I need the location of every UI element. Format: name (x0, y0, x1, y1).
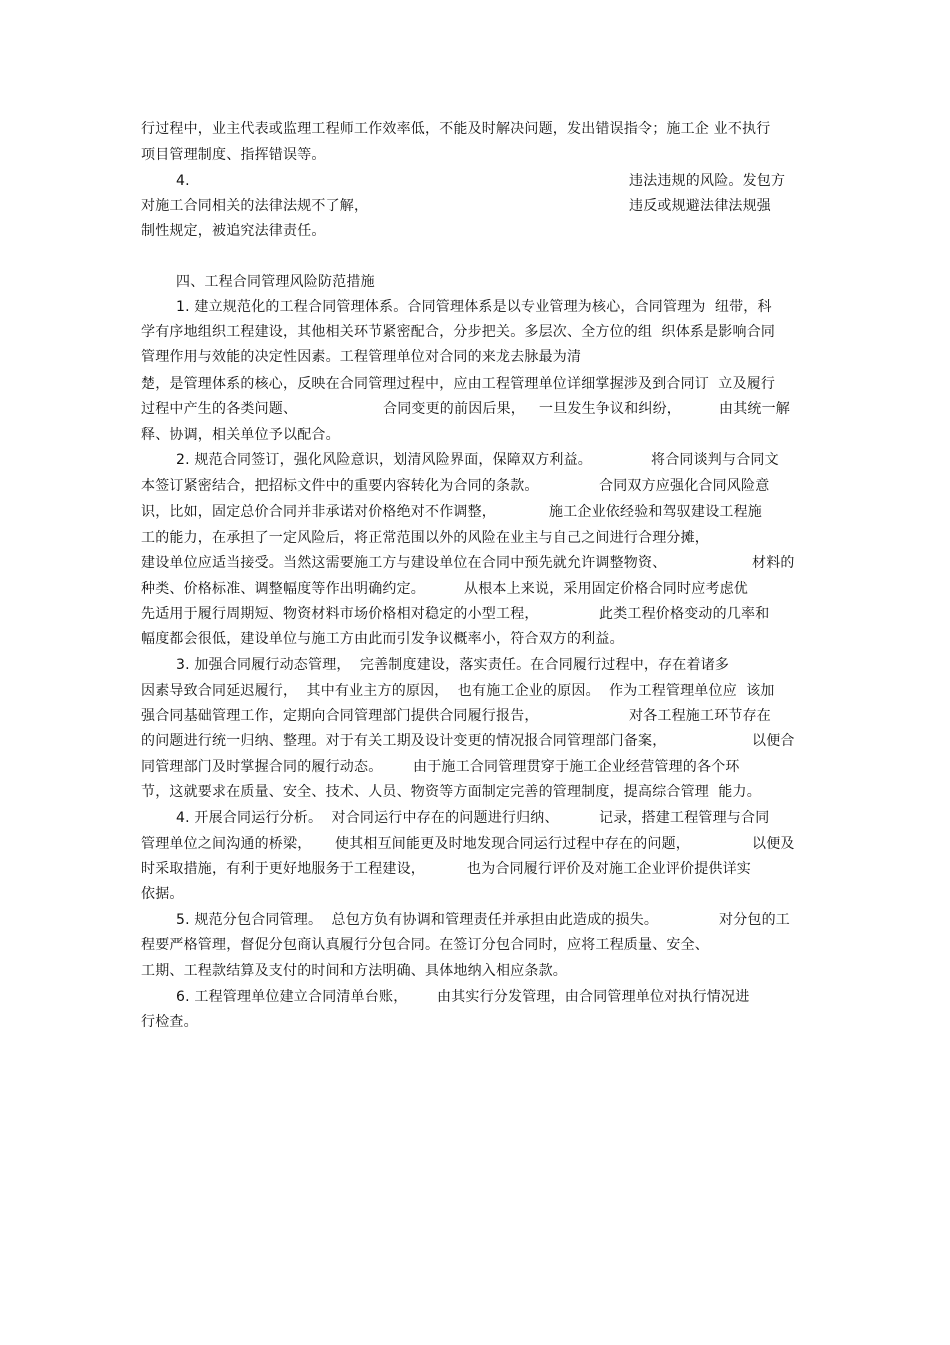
text-line: 学有序地组织工程建设，其他相关环节紧密配合，分步把关。多层次、全方位的组 织体系是影响合同 (141, 324, 776, 340)
text-line: 由其实行分发管理，由合同管理单位对执行情况进 (437, 989, 750, 1005)
text-line: 建设单位应适当接受。当然这需要施工方与建设单位在合同中预先就允许调整物资、 (141, 555, 667, 571)
text-line: 6. 工程管理单位建立合同清单台账， (176, 989, 408, 1005)
text-line: 识，比如，固定总价合同并非承诺对价格绝对不作调整， (141, 504, 496, 520)
text-line: 2. 规范合同签订，强化风险意识，划清风险界面，保障双方利益。 (176, 452, 593, 468)
section-heading: 四、工程合同管理风险防范措施 (176, 274, 375, 290)
text-line: 节，这就要求在质量、安全、技术、人员、物资等方面制定完善的管理制度，提高综合管理 能力。 (141, 784, 761, 800)
text-line: 记录，搭建工程管理与合同 (599, 810, 770, 826)
text-line: 施工企业依经验和驾驭建设工程施 (549, 504, 762, 520)
text-line: 工期、工程款结算及支付的时间和方法明确、具体地纳入相应条款。 (141, 963, 567, 979)
text-line: 同管理部门及时掌握合同的履行动态。 (141, 759, 383, 775)
text-line: 本签订紧密结合，把招标文件中的重要内容转化为合同的条款。 (141, 478, 539, 494)
text-line: 一旦发生争议和纠纷， (539, 401, 681, 417)
text-line: 违反或规避法律法规强 (629, 198, 771, 214)
text-line: 工的能力，在承担了一定风险后，将正常范围以外的风险在业主与自己之间进行合理分摊， (141, 530, 709, 546)
text-line: 由其统一解 (719, 401, 790, 417)
text-line: 强合同基础管理工作，定期向合同管理部门提供合同履行报告， (141, 708, 539, 724)
text-line: 行检查。 (141, 1014, 198, 1030)
list-number: 4. (176, 173, 190, 189)
text-line: 此类工程价格变动的几率和 (599, 606, 770, 622)
text-line: 时采取措施，有利于更好地服务于工程建设， (141, 861, 425, 877)
text-line: 对施工合同相关的法律法规不了解， (141, 198, 369, 214)
text-line: 以便合 (752, 733, 795, 749)
text-line: 合同双方应强化合同风险意 (599, 478, 770, 494)
text-line: 幅度都会很低，建设单位与施工方由此而引发争议概率小，符合双方的利益。 (141, 631, 624, 647)
text-line: 先适用于履行周期短、物资材料市场价格相对稳定的小型工程， (141, 606, 539, 622)
text-line: 5. 规范分包合同管理。 总包方负有协调和管理责任并承担由此造成的损失。 (176, 912, 659, 928)
text-line: 管理作用与效能的决定性因素。工程管理单位对合同的来龙去脉最为清 (141, 349, 582, 365)
text-line: 程要严格管理，督促分包商认真履行分包合同。在签订分包合同时，应将工程质量、安全、 (141, 937, 709, 953)
text-line: 合同变更的前因后果， (383, 401, 525, 417)
text-line: 行过程中，业主代表或监理工程师工作效率低，不能及时解决问题，发出错误指令；施工企 业不执行 (141, 121, 771, 137)
text-line: 3. 加强合同履行动态管理， 完善制度建设，落实责任。在合同履行过程中，存在着诸多 (176, 657, 730, 673)
text-line: 释、协调，相关单位予以配合。 (141, 427, 340, 443)
text-line: 楚，是管理体系的核心，反映在合同管理过程中，应由工程管理单位详细掌握涉及到合同订 立及履行 (141, 376, 776, 392)
text-line: 4. 开展合同运行分析。 对合同运行中存在的问题进行归纳、 (176, 810, 559, 826)
text-line: 项目管理制度、指挥错误等。 (141, 147, 326, 163)
text-line: 制性规定，被追究法律责任。 (141, 223, 326, 239)
text-line: 材料的 (752, 555, 795, 571)
text-line: 违法违规的风险。发包方 (629, 173, 786, 189)
text-line: 也为合同履行评价及对施工企业评价提供详实 (467, 861, 751, 877)
text-line: 以便及 (752, 836, 795, 852)
text-line: 使其相互间能更及时地发现合同运行过程中存在的问题， (335, 836, 690, 852)
text-line: 将合同谈判与合同文 (651, 452, 779, 468)
text-line: 对各工程施工环节存在 (629, 708, 771, 724)
text-line: 种类、价格标准、调整幅度等作出明确约定。 (141, 581, 425, 597)
text-line: 的问题进行统一归纳、整理。对于有关工期及设计变更的情况报合同管理部门备案， (141, 733, 667, 749)
text-line: 由于施工合同管理贯穿于施工企业经营管理的各个环 (413, 759, 740, 775)
text-line: 对分包的工 (719, 912, 790, 928)
text-line: 因素导致合同延迟履行， 其中有业主方的原因， 也有施工企业的原因。 作为工程管理单位应 该加 (141, 683, 775, 699)
text-line: 从根本上来说，采用固定价格合同时应考虑优 (464, 581, 748, 597)
text-line: 依据。 (141, 886, 184, 902)
text-line: 管理单位之间沟通的桥梁， (141, 836, 312, 852)
text-line: 1. 建立规范化的工程合同管理体系。合同管理体系是以专业管理为核心，合同管理为 纽带，科 (176, 299, 772, 315)
text-line: 过程中产生的各类问题、 (141, 401, 298, 417)
